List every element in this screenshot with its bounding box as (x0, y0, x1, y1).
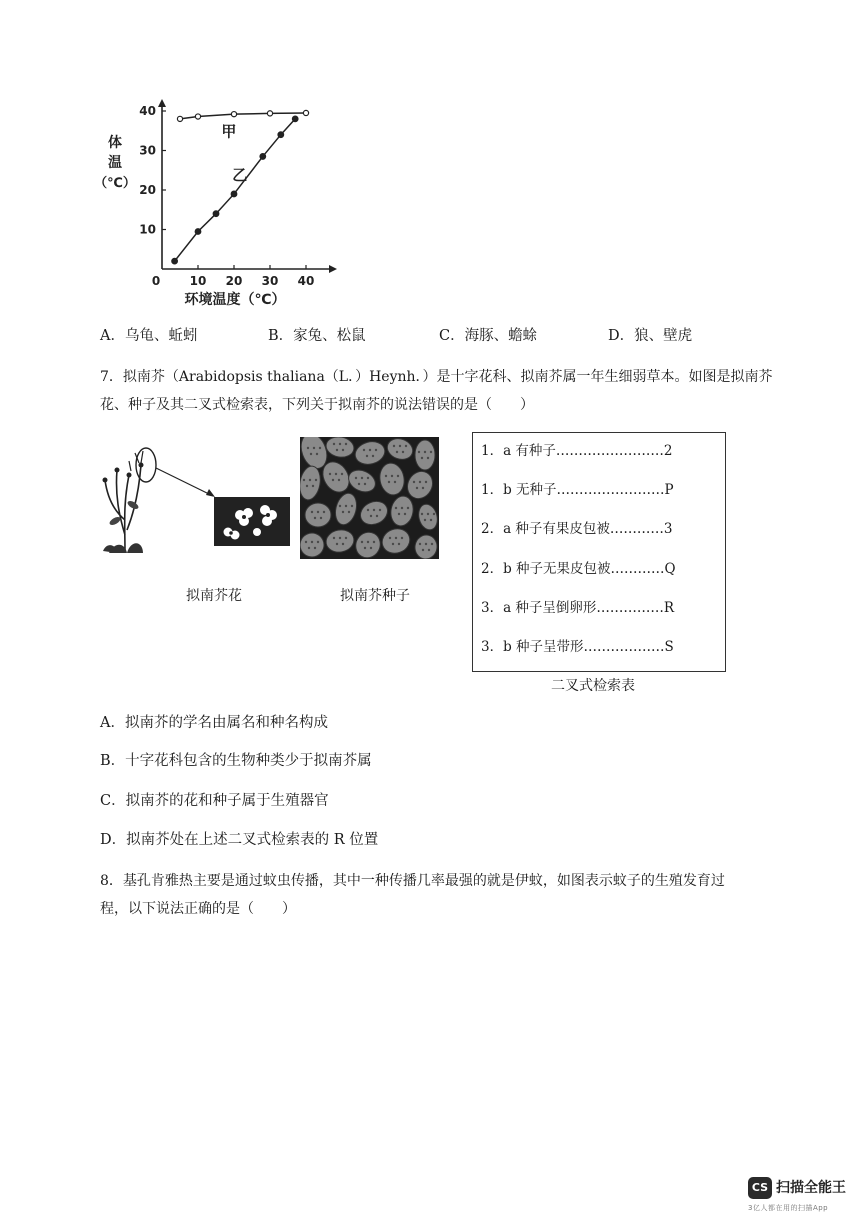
dichotomous-key-table (472, 432, 726, 672)
q6-option-b: B．家兔、松鼠 (268, 328, 366, 344)
q8-stem-line-1: 8．基孔肯雅热主要是通过蚊虫传播，其中一种传播几率最强的就是伊蚊，如图表示蚊子的生殖发育过 (100, 873, 725, 889)
series-label-jia: 甲 (221, 122, 237, 141)
arabidopsis-seed-photo (300, 437, 439, 559)
y-tick-label: 30 (139, 143, 156, 158)
key-line-2b: 2．b 种子无果皮包被…………Q (481, 561, 676, 577)
key-line-1a: 1．a 有种子……………………2 (481, 443, 673, 459)
arabidopsis-plant-figure (95, 435, 295, 565)
q7-option-d: D．拟南芥处在上述二叉式检索表的 R 位置 (100, 832, 379, 848)
q7-stem-line-2: 花、种子及其二叉式检索表，下列关于拟南芥的说法错误的是（ ） (100, 397, 534, 413)
q7-option-b: B．十字花科包含的生物种类少于拟南芥属 (100, 753, 372, 769)
y-tick-label: 10 (139, 222, 156, 237)
data-point (177, 116, 182, 121)
q6-option-c: C．海豚、蟾蜍 (439, 328, 538, 344)
q7-stem-line-1: 7．拟南芥（Arabidopsis thaliana（L．）Heynh．）是十字花科、拟南芥属一年生细弱草本。如图是拟南芥 (100, 369, 773, 385)
x-tick-label: 20 (225, 274, 243, 288)
body-temperature-chart (95, 95, 355, 315)
y-tick-label: 40 (139, 104, 156, 118)
q6-option-a: A．乌龟、蚯蚓 (100, 328, 198, 344)
key-line-1b: 1．b 无种子……………………P (481, 482, 674, 498)
x-tick-label: 10 (189, 274, 207, 288)
data-point (292, 116, 298, 122)
x-axis-arrow (329, 265, 337, 273)
data-point (195, 114, 200, 119)
camscanner-slogan: 3亿人都在用的扫描App (748, 1204, 829, 1212)
q7-option-c: C．拟南芥的花和种子属于生殖器官 (100, 793, 329, 809)
x-tick-label: 30 (261, 274, 279, 288)
data-point (213, 211, 219, 217)
key-caption: 二叉式检索表 (551, 678, 635, 694)
data-point (260, 154, 266, 160)
q6-option-d: D．狼、壁虎 (608, 328, 693, 344)
y-axis-label: 温 (108, 155, 122, 171)
data-point (231, 191, 237, 197)
y-axis-label: （℃） (95, 176, 136, 191)
flower-caption: 拟南芥花 (186, 588, 242, 604)
chart-canvas (95, 95, 355, 315)
x-tick-label: 0 (151, 274, 161, 288)
data-point (172, 258, 178, 264)
series-label-yi: 乙 (232, 166, 248, 185)
data-point (231, 112, 236, 117)
camscanner-brand: 扫描全能王 (776, 1180, 846, 1196)
y-axis-label: 体 (108, 135, 122, 151)
x-tick-label: 40 (297, 274, 315, 288)
key-line-2a: 2．a 种子有果皮包被…………3 (481, 521, 673, 537)
data-point (303, 110, 308, 115)
key-line-3a: 3．a 种子呈倒卵形……………R (481, 600, 675, 616)
y-axis-arrow (158, 99, 166, 107)
data-point (267, 111, 272, 116)
data-point (278, 132, 284, 138)
q7-option-a: A．拟南芥的学名由属名和种名构成 (100, 715, 328, 731)
key-line-3b: 3．b 种子呈带形………………S (481, 639, 674, 655)
seed-caption: 拟南芥种子 (340, 588, 410, 604)
data-point (195, 229, 201, 235)
y-tick-label: 20 (139, 183, 156, 197)
x-axis-label: 环境温度（℃） (184, 292, 286, 308)
q8-stem-line-2: 程，以下说法正确的是（ ） (100, 901, 296, 917)
camscanner-logo: CS (748, 1177, 772, 1199)
